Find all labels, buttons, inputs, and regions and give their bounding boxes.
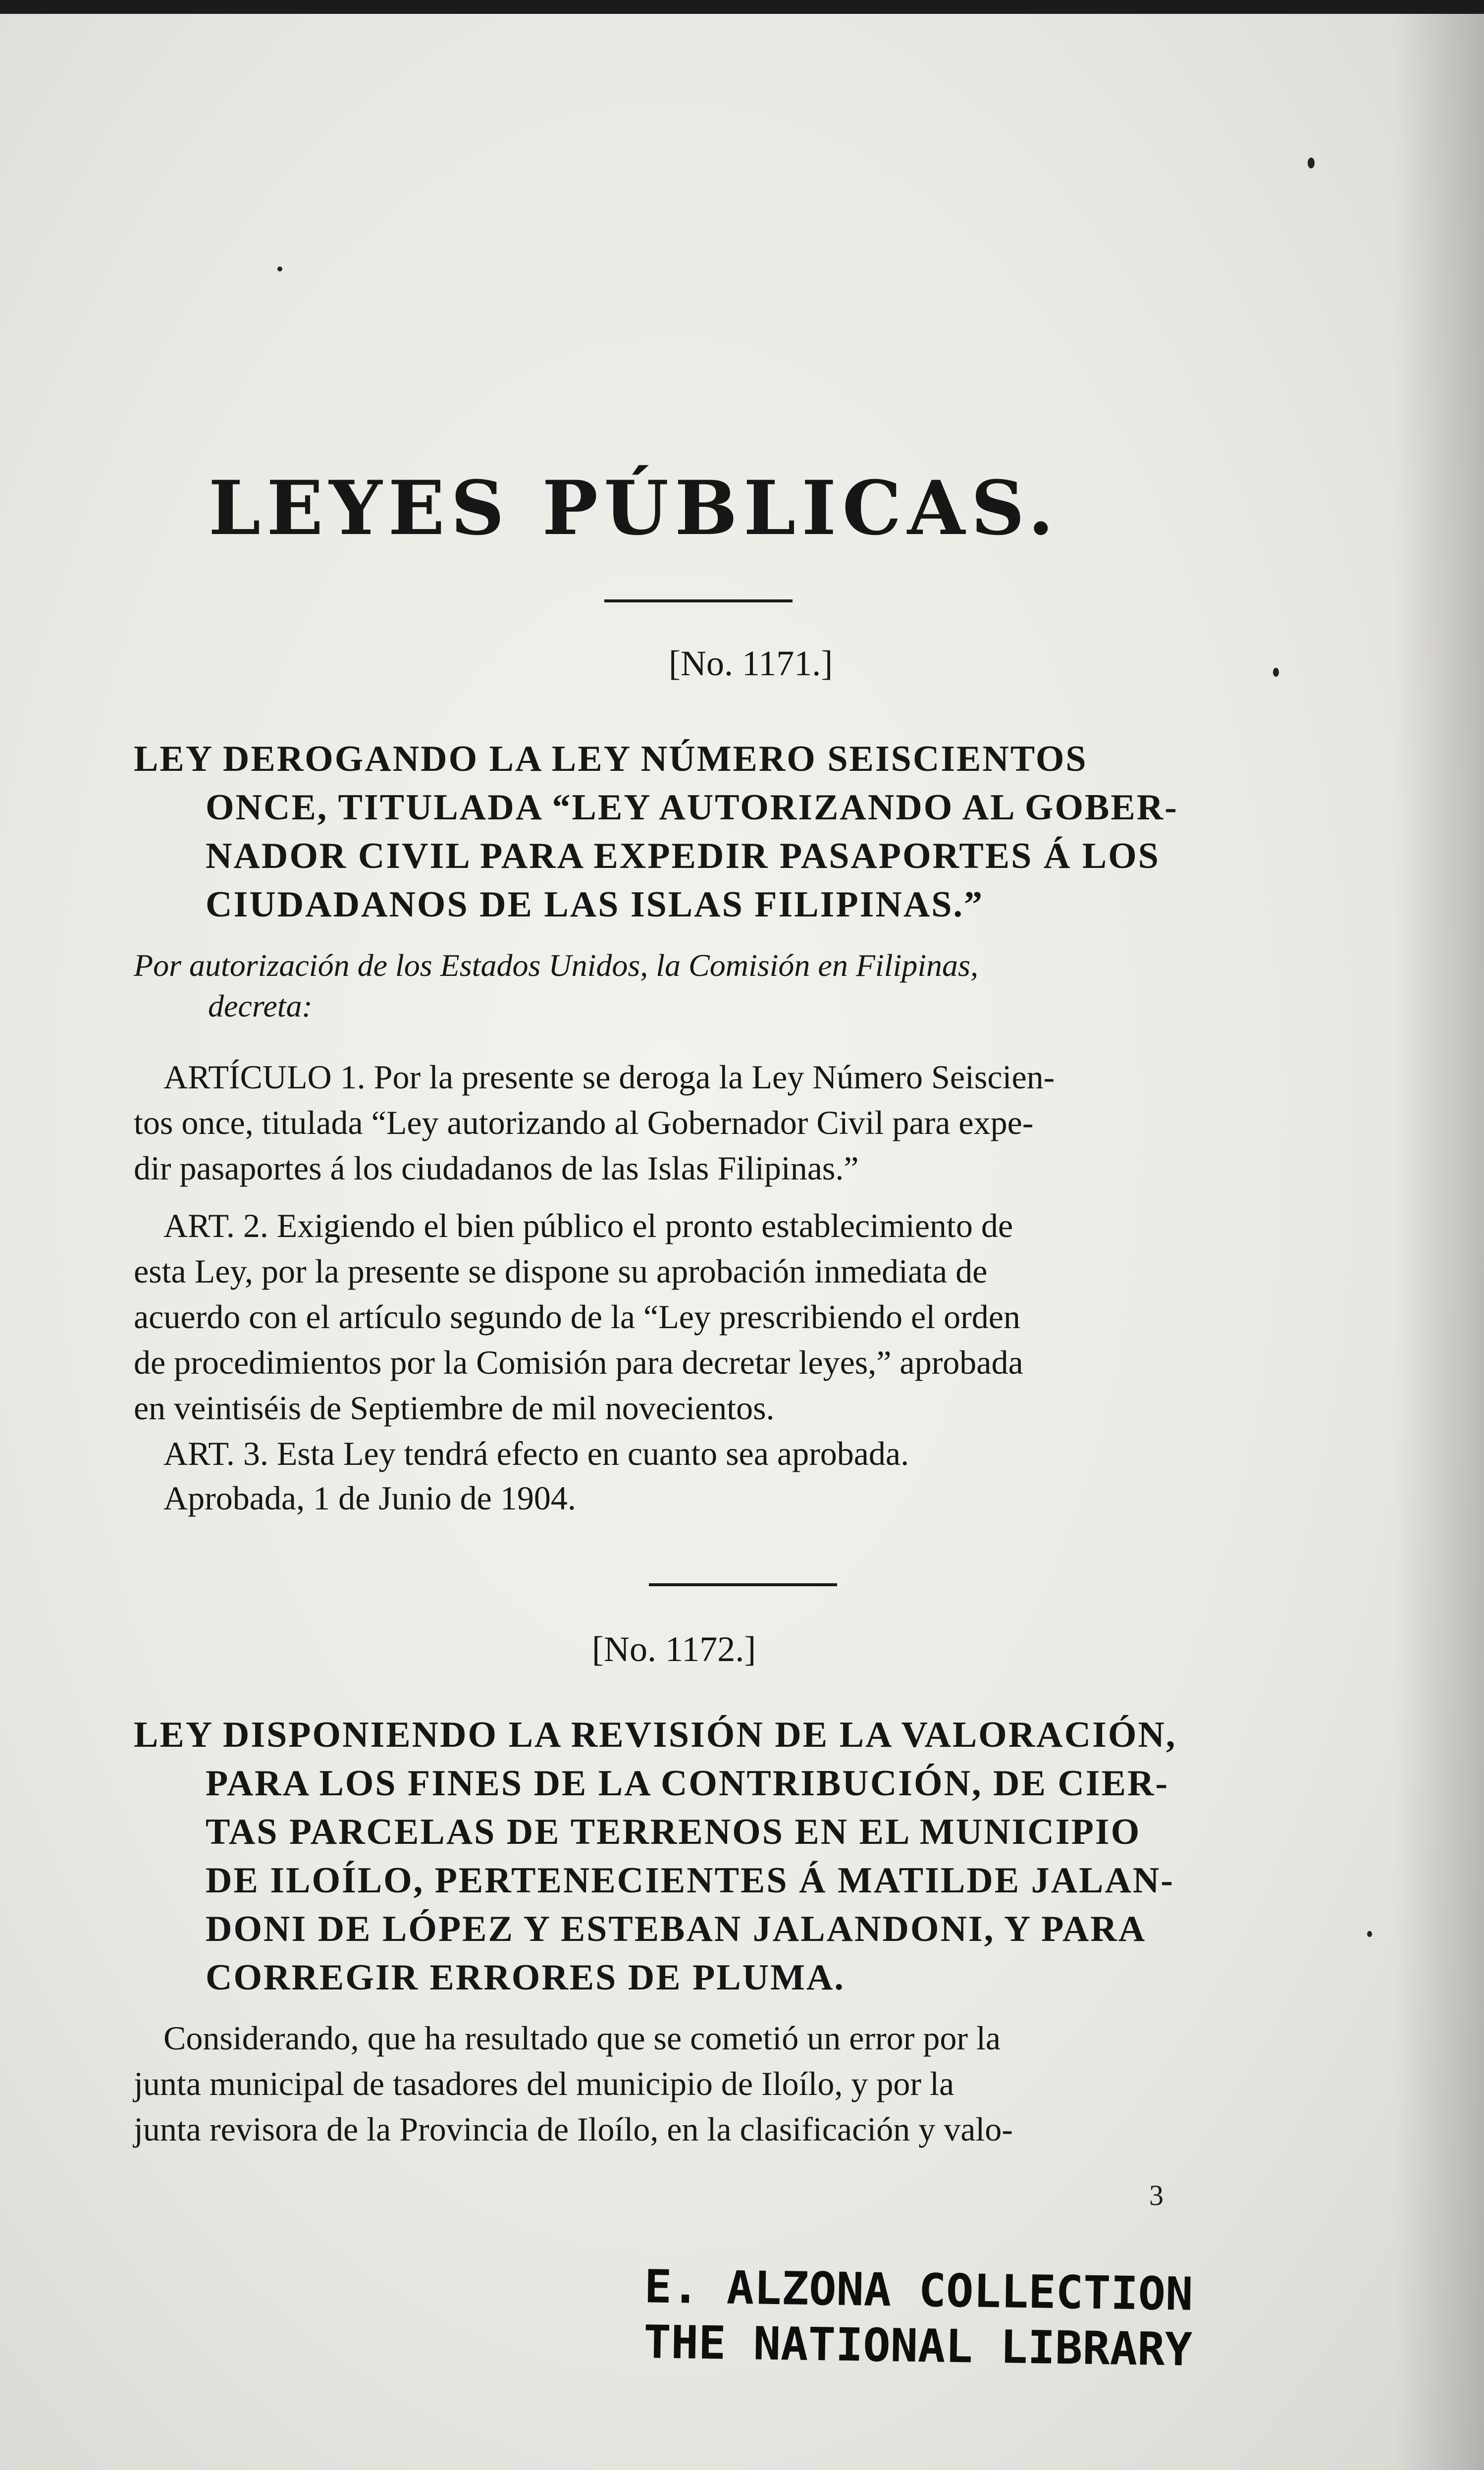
body-line: Considerando, que ha resultado que se cometió un error por la <box>163 2019 1001 2057</box>
page-title: LEYES PÚBLICAS. <box>208 465 1060 552</box>
law-title <box>134 735 1253 929</box>
law-title-line: NADOR CIVIL PARA EXPEDIR PASAPORTES Á LOS <box>206 836 1160 876</box>
document-page <box>0 14 1484 2470</box>
stamp-line: THE NATIONAL LIBRARY <box>643 2315 1193 2376</box>
body-line: ARTÍCULO 1. Por la presente se deroga la Ley Número Seiscien- <box>163 1058 1055 1096</box>
law-number: [No. 1171.] <box>669 644 833 683</box>
body-line: esta Ley, por la presente se dispone su aprobación inmediata de <box>134 1252 988 1290</box>
body-line: en veintiséis de Septiembre de mil novecientos. <box>134 1389 775 1427</box>
law-title-line: ONCE, TITULADA “LEY AUTORIZANDO AL GOBER- <box>206 787 1178 828</box>
law-title-line: CIUDADANOS DE LAS ISLAS FILIPINAS.” <box>206 884 984 925</box>
body-line: junta municipal de tasadores del municipio de Iloílo, y por la <box>134 2065 954 2102</box>
body-line: acuerdo con el artículo segundo de la “Ley prescribiendo el orden <box>134 1298 1020 1336</box>
article-2 <box>134 1203 1253 1431</box>
section-divider <box>604 599 793 602</box>
enacting-line: decreta: <box>208 988 313 1023</box>
body-line: Aprobada, 1 de Junio de 1904. <box>163 1479 576 1517</box>
law-number: [No. 1172.] <box>592 1629 756 1669</box>
page-number: 3 <box>1149 2179 1164 2211</box>
body-line: de procedimientos por la Comisión para decretar leyes,” aprobada <box>134 1343 1023 1381</box>
body-line: dir pasaportes á los ciudadanos de las Islas Filipinas.” <box>134 1149 859 1187</box>
stamp-line: E. ALZONA COLLECTION <box>644 2260 1194 2321</box>
paper-speck <box>1367 1931 1372 1937</box>
body-line: tos once, titulada “Ley autorizando al Gobernador Civil para expe- <box>134 1104 1034 1141</box>
law-title-line: PARA LOS FINES DE LA CONTRIBUCIÓN, DE CIER- <box>206 1763 1169 1804</box>
paper-speck <box>1273 668 1279 677</box>
paper-speck <box>277 267 282 271</box>
article-3 <box>134 1431 1253 1476</box>
law-title-line: DONI DE LÓPEZ Y ESTEBAN JALANDONI, Y PARA <box>206 1909 1147 1949</box>
section-divider <box>649 1583 837 1586</box>
considerando-paragraph <box>134 2015 1253 2152</box>
law-title-line: DE ILOÍLO, PERTENECIENTES Á MATILDE JALAN- <box>206 1860 1174 1901</box>
library-stamp <box>643 2259 1193 2377</box>
body-line: ART. 3. Esta Ley tendrá efecto en cuanto sea aprobada. <box>163 1435 909 1472</box>
enacting-clause <box>134 945 1253 1026</box>
law-title-line: LEY DISPONIENDO LA REVISIÓN DE LA VALORACIÓN, <box>134 1715 1177 1755</box>
law-title <box>134 1711 1253 2002</box>
enacting-line: Por autorización de los Estados Unidos, la Comisión en Filipinas, <box>134 948 978 983</box>
article-1 <box>134 1054 1253 1191</box>
law-title-line: TAS PARCELAS DE TERRENOS EN EL MUNICIPIO <box>206 1812 1141 1852</box>
body-line: ART. 2. Exigiendo el bien público el pronto establecimiento de <box>163 1207 1013 1244</box>
approval-date <box>134 1475 1253 1521</box>
law-title-line: LEY DEROGANDO LA LEY NÚMERO SEISCIENTOS <box>134 739 1088 779</box>
law-title-line: CORREGIR ERRORES DE PLUMA. <box>206 1957 845 1998</box>
body-line: junta revisora de la Provincia de Iloílo, en la clasificación y valo- <box>134 2110 1013 2148</box>
paper-speck <box>1308 158 1315 168</box>
